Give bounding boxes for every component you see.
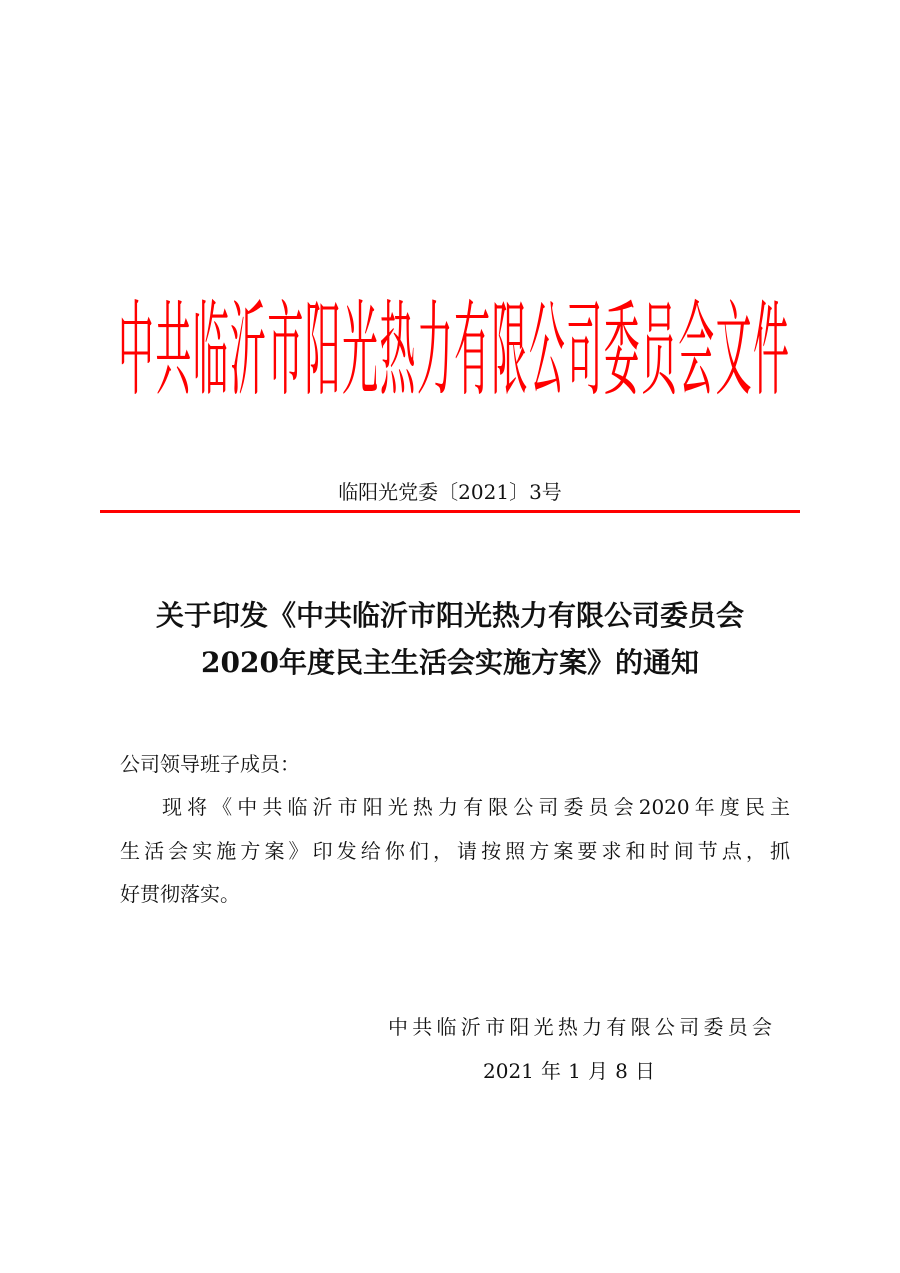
salutation: 公司领导班子成员： [120, 752, 300, 776]
body-line-2: 生活会实施方案》印发给你们，请按照方案要求和时间节点，抓 [120, 839, 790, 863]
masthead-title: 中共临沂市阳光热力有限公司委员会文件 [118, 294, 790, 412]
document-number: 临阳光党委〔2021〕3号 [338, 480, 562, 504]
body-line-3: 好贯彻落实。 [120, 882, 240, 906]
notice-title [60, 592, 840, 686]
document-masthead [118, 294, 790, 412]
red-divider-line [100, 510, 800, 513]
signature-date: 2021年1月8日 [483, 1059, 655, 1083]
body-line-1: 现将《中共临沂市阳光热力有限公司委员会2020年度民主 [162, 795, 790, 819]
notice-title-line-1: 关于印发《中共临沂市阳光热力有限公司委员会 [155, 599, 744, 632]
signature-organization: 中共临沂市阳光热力有限公司委员会 [388, 1015, 772, 1039]
notice-title-line-2: 2020年度民主生活会实施方案》的通知 [201, 646, 699, 679]
